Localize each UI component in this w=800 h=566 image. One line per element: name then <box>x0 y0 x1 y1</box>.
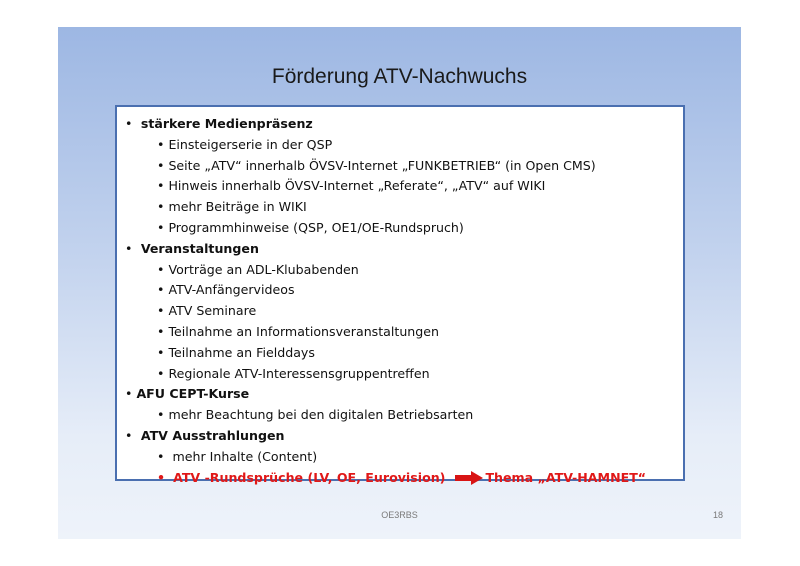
bullet: • <box>157 178 165 194</box>
list-item-text: ATV Seminare <box>168 303 257 319</box>
bullet: • <box>125 240 133 256</box>
list-item-text: Teilnahme an Fielddays <box>168 344 315 360</box>
highlight-text: ATV -Rundsprüche (LV, OE, Eurovision) <box>173 469 446 485</box>
list-item <box>125 218 683 239</box>
section-heading <box>125 239 683 260</box>
bullet: • <box>157 448 165 464</box>
slide-title: Förderung ATV-Nachwuchs <box>271 65 528 88</box>
content-box <box>115 105 685 485</box>
list-item-text: Regionale ATV-Interessensgruppentreffen <box>168 365 430 381</box>
bullet: • <box>157 344 165 360</box>
slide <box>58 27 741 539</box>
bullet: • <box>125 386 133 402</box>
bullet: • <box>157 261 165 277</box>
list-item <box>125 135 683 156</box>
list-item <box>125 301 683 322</box>
section-heading-text: stärkere Medienpräsenz <box>140 116 313 131</box>
bullet: • <box>125 427 133 443</box>
list-item <box>125 197 683 218</box>
bullet: • <box>157 282 165 298</box>
bullet: • <box>157 469 166 485</box>
list-item <box>125 364 683 385</box>
bullet: • <box>157 303 165 319</box>
bullet: • <box>157 323 165 339</box>
bullet: • <box>157 199 165 215</box>
list-item-text: Teilnahme an Informationsveranstaltungen <box>168 323 440 339</box>
section-heading-text: AFU CEPT-Kurse <box>136 386 250 402</box>
bullet: • <box>157 219 165 235</box>
section-heading <box>125 384 683 405</box>
list-item <box>125 343 683 364</box>
page-number: 18 <box>712 510 723 520</box>
highlight-item <box>125 468 683 489</box>
section-heading <box>125 114 683 135</box>
section-heading-text: Veranstaltungen <box>140 240 259 256</box>
bullet: • <box>157 365 165 381</box>
list-item <box>125 447 683 468</box>
section-heading-text: ATV Ausstrahlungen <box>140 427 285 443</box>
list-item-text: Einsteigerserie in der QSP <box>168 136 333 152</box>
list-item <box>125 156 683 177</box>
list-item <box>125 405 683 426</box>
list-item-text: mehr Beachtung bei den digitalen Betriebsarten <box>168 407 474 423</box>
list-item <box>125 280 683 301</box>
list-item-text: ATV-Anfängervideos <box>168 282 295 298</box>
list-item <box>125 260 683 281</box>
list-item <box>125 322 683 343</box>
bullet: • <box>125 116 133 131</box>
list-item-text: mehr Beiträge in WIKI <box>168 199 307 215</box>
list-item-text: Vorträge an ADL-Klubabenden <box>168 261 359 277</box>
list-item-text: Seite „ATV“ innerhalb ÖVSV-Internet „FUNKBETRIEB“ (in Open CMS) <box>168 157 596 173</box>
highlight-target-text: Thema „ATV-HAMNET“ <box>485 469 647 485</box>
list-item-text: Hinweis innerhalb ÖVSV-Internet „Referate“, „ATV“ auf WIKI <box>168 178 546 194</box>
bullet: • <box>157 407 165 423</box>
section-heading <box>125 426 683 447</box>
footer-author: OE3RBS <box>381 510 418 520</box>
bullet: • <box>157 136 165 152</box>
list-item <box>125 176 683 197</box>
list-item-text: mehr Inhalte (Content) <box>172 448 318 464</box>
list-item-text: Programmhinweise (QSP, OE1/OE-Rundspruch) <box>168 219 464 235</box>
arrow-right-icon <box>455 471 483 485</box>
bullet: • <box>157 157 165 173</box>
